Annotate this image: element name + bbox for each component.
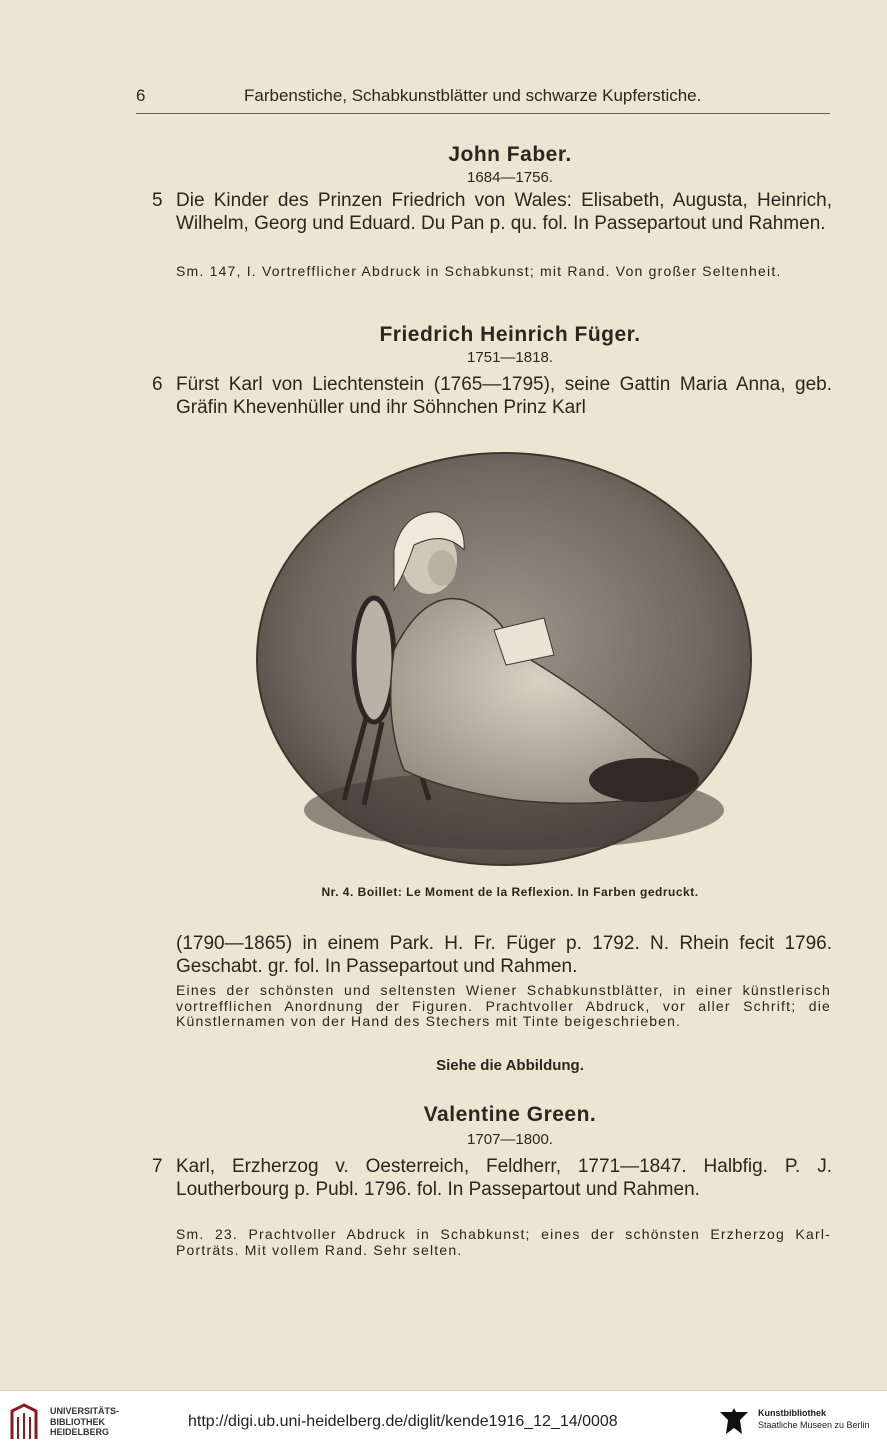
page-number: 6 [136, 86, 146, 105]
artist-dates-fueger: 1751—1818. [467, 349, 553, 366]
artist-heading-fueger: Friedrich Heinrich Füger. [379, 323, 641, 346]
artist-dates-faber: 1684—1756. [467, 169, 553, 186]
artist-dates-green: 1707—1800. [467, 1131, 553, 1148]
header-rule [136, 113, 830, 114]
entry-number: 5 [152, 190, 163, 211]
figure-caption: Nr. 4. Boillet: Le Moment de la Reflexion. In Farben gedruckt. [321, 885, 699, 899]
running-header [136, 86, 830, 112]
oval-engraving-illustration [254, 450, 754, 868]
digitization-footer [0, 1390, 887, 1456]
kunstbibliothek-eagle-icon [718, 1406, 750, 1438]
artist-heading-green: Valentine Green. [423, 1103, 597, 1126]
university-library-name: UNIVERSITÄTS- BIBLIOTHEK HEIDELBERG [50, 1406, 120, 1437]
entry-note-5: Sm. 147, I. Vortrefflicher Abdruck in Schabkunst; mit Rand. Von großer Seltenheit. [176, 263, 782, 279]
entry-note-7: Sm. 23. Prachtvoller Abdruck in Schabkunst; eines der schönsten Erzherzog Karl-Porträts. Mit vollem Rand. Sehr selten. [176, 1226, 831, 1258]
entry-number: 7 [152, 1156, 163, 1177]
entry-note-6: Eines der schönsten und seltensten Wiener Schabkunstblätter, in einer künstlerisch vortrefflichen Anordnung der Figuren. Prachtvoller Abdruck, vor aller Schrift; die Künstlernamen von der Hand des Stechers mit Tinte beigeschrieben. [176, 982, 831, 1029]
entry-text-continuation: (1790—1865) in einem Park. H. Fr. Füger p. 1792. N. Rhein fecit 1796. Geschabt. gr. fol. In Passepartout und Rahmen. [176, 933, 832, 977]
university-library-logo-icon [8, 1403, 42, 1443]
see-illustration-note: Siehe die Abbildung. [436, 1057, 584, 1074]
kunstbibliothek-name: Kunstbibliothek Staatliche Museen zu Berlin [758, 1408, 870, 1430]
entry-number: 6 [152, 374, 163, 395]
artist-heading-faber: John Faber. [448, 143, 572, 166]
entry-text: Karl, Erzherzog v. Oesterreich, Feldherr, 1771—1847. Halbfig. P. J. Loutherbourg p. Publ. 1796. fol. In Passepartout und Rahmen. [176, 1156, 832, 1200]
entry-text: Fürst Karl von Liechtenstein (1765—1795), seine Gattin Maria Anna, geb. Gräfin Khevenhüller und ihr Söhnchen Prinz Karl [176, 374, 832, 418]
running-title: Farbenstiche, Schabkunstblätter und schwarze Kupferstiche. [244, 86, 702, 105]
permalink-url[interactable]: http://digi.ub.uni-heidelberg.de/diglit/kende1916_12_14/0008 [188, 1413, 618, 1430]
entry-text: Die Kinder des Prinzen Friedrich von Wales: Elisabeth, Augusta, Heinrich, Wilhelm, Georg und Eduard. Du Pan p. qu. fol. In Passepartout und Rahmen. [176, 190, 832, 234]
